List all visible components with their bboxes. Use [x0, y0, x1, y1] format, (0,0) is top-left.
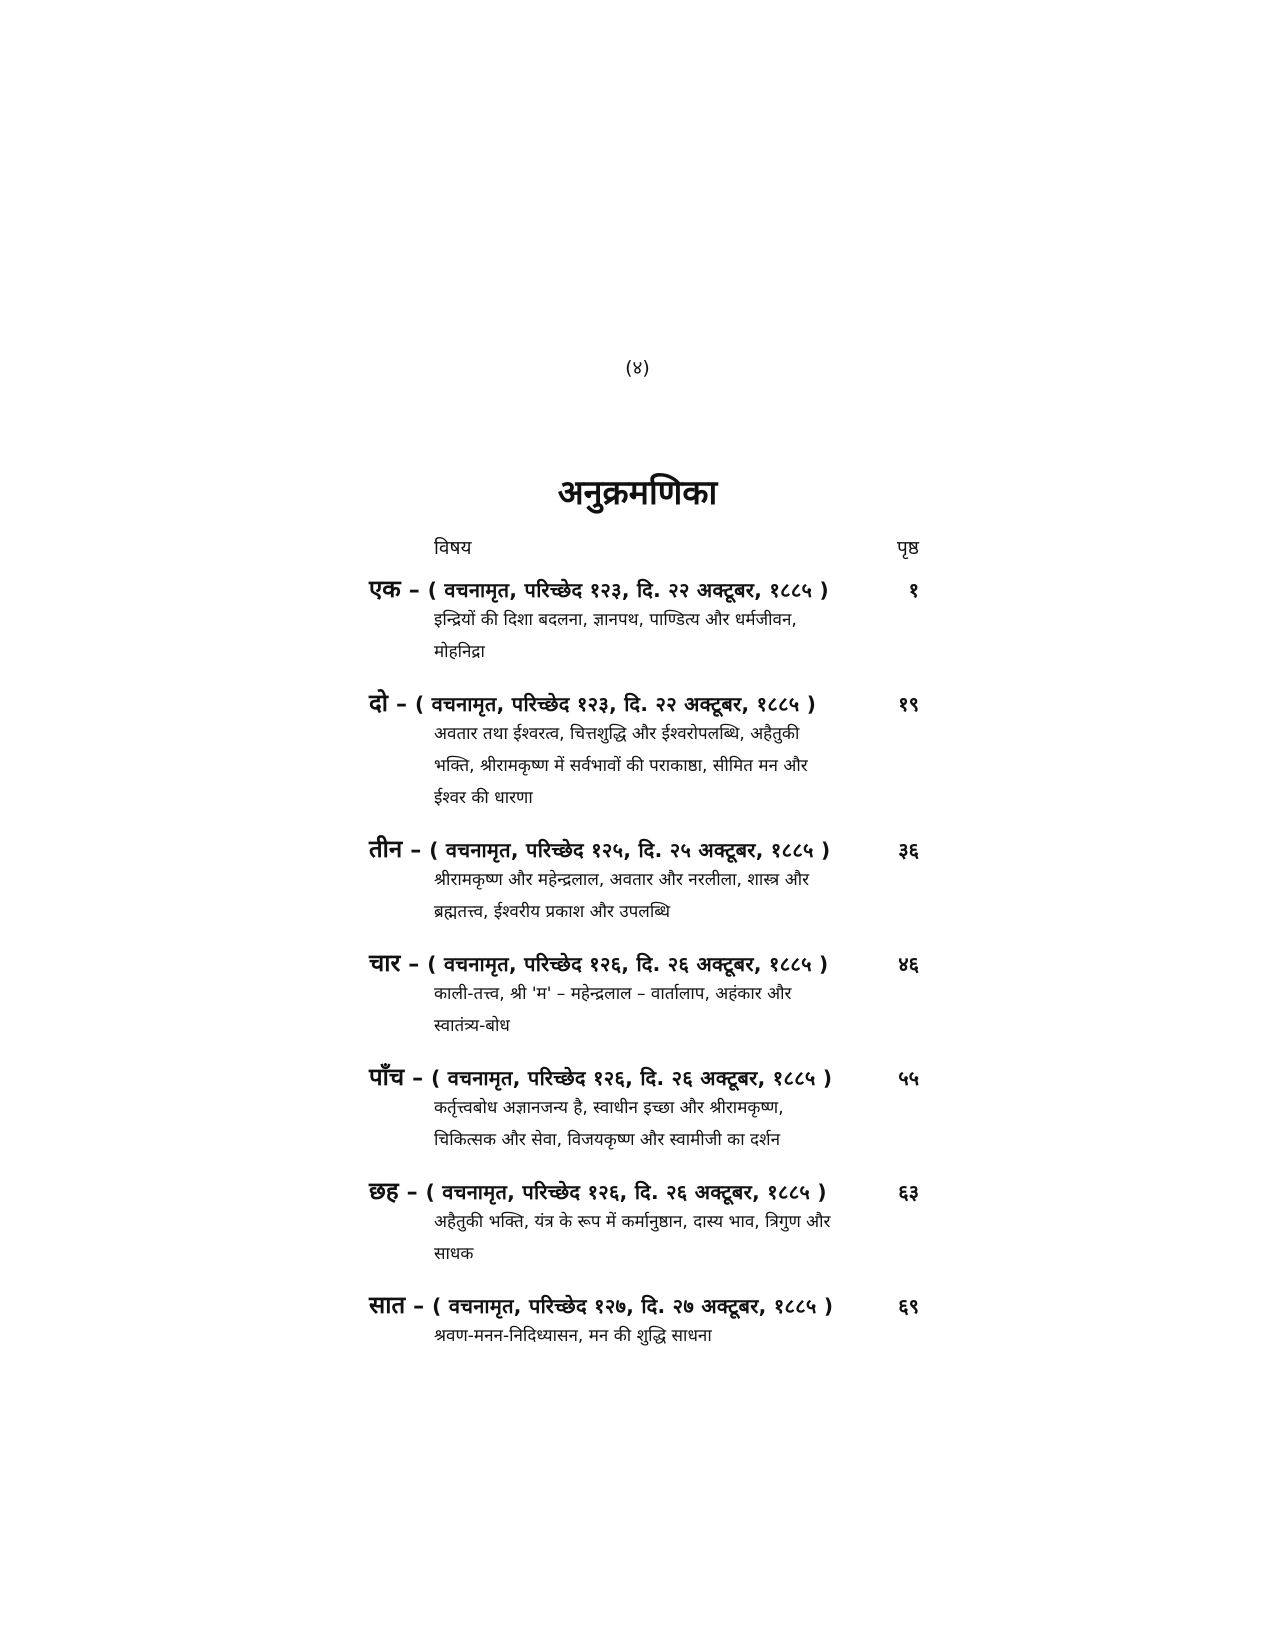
entry-page-number: ६३ — [898, 1180, 919, 1204]
entry-dash: – — [406, 1180, 418, 1205]
entry-reference: ( वचनामृत, परिच्छेद १२७, दि. २७ अक्टूबर, १८८५ ) — [432, 1294, 834, 1318]
entry-dash: – — [412, 1066, 424, 1091]
entry-dash: – — [413, 1294, 425, 1319]
entry-page-number: ४६ — [898, 952, 919, 976]
toc-entry-3 — [369, 834, 919, 928]
toc-entry-6 — [369, 1176, 919, 1270]
entry-reference: ( वचनामृत, परिच्छेद १२६, दि. २६ अक्टूबर, १८८५ ) — [431, 1066, 833, 1090]
entry-dash: – — [408, 578, 420, 603]
entry-description: अवतार तथा ईश्वरत्व, चित्तशुद्धि और ईश्वरोपलब्धि, अहैतुकी भक्ति, श्रीरामकृष्ण में सर्वभावों की पराकाष्ठा, सीमित मन और ईश्वर की धारणा — [434, 724, 808, 808]
entry-number: एक — [369, 575, 401, 603]
toc-entry-7 — [369, 1290, 919, 1352]
entry-description: अहैतुकी भक्ति, यंत्र के रूप में कर्मानुष्ठान, दास्य भाव, त्रिगुण और साधक — [434, 1212, 831, 1264]
toc-entry-4 — [369, 948, 919, 1042]
entry-reference: ( वचनामृत, परिच्छेद १२६, दि. २६ अक्टूबर, १८८५ ) — [425, 1180, 827, 1204]
entry-description: श्रवण-मनन-निदिध्यासन, मन की शुद्धि साधना — [434, 1326, 712, 1346]
entry-reference: ( वचनामृत, परिच्छेद १२६, दि. २६ अक्टूबर, १८८५ ) — [427, 952, 829, 976]
entry-description: इन्द्रियों की दिशा बदलना, ज्ञानपथ, पाण्डित्य और धर्मजीवन, मोहनिद्रा — [434, 610, 797, 662]
entry-page-number: ६९ — [898, 1294, 919, 1318]
entry-page-number: ३६ — [898, 838, 919, 862]
entry-number: सात — [369, 1291, 406, 1319]
page-title: अनुक्रमणिका — [557, 473, 718, 513]
table-of-contents — [369, 574, 919, 1372]
column-header-page: पृष्ठ — [897, 537, 919, 559]
entry-number: पाँच — [369, 1063, 405, 1091]
entry-description: काली-तत्त्व, श्री 'म' – महेन्द्रलाल – वार्तालाप, अहंकार और स्वातंत्र्य-बोध — [434, 984, 792, 1036]
entry-number: तीन — [369, 835, 403, 863]
entry-number: छह — [369, 1177, 399, 1205]
toc-entry-2 — [369, 688, 919, 814]
page-number: (४) — [625, 357, 650, 379]
entry-dash: – — [408, 952, 420, 977]
entry-reference: ( वचनामृत, परिच्छेद १२३, दि. २२ अक्टूबर, १८८५ ) — [414, 692, 817, 716]
entry-dash: – — [410, 838, 422, 863]
column-header-subject: विषय — [434, 537, 472, 559]
toc-entry-5 — [369, 1062, 919, 1156]
entry-number: दो — [369, 689, 388, 717]
entry-page-number: १ — [908, 578, 919, 602]
entry-page-number: ५५ — [898, 1066, 919, 1090]
entry-description: श्रीरामकृष्ण और महेन्द्रलाल, अवतार और नरलीला, शास्त्र और ब्रह्मतत्त्व, ईश्वरीय प्रकाश और उपलब्धि — [434, 870, 810, 922]
entry-page-number: १९ — [898, 692, 919, 716]
entry-reference: ( वचनामृत, परिच्छेद १२३, दि. २२ अक्टूबर, १८८५ ) — [427, 578, 829, 602]
entry-number: चार — [369, 949, 401, 977]
entry-dash: – — [395, 692, 407, 717]
entry-description: कर्तृत्त्वबोध अज्ञानजन्य है, स्वाधीन इच्छा और श्रीरामकृष्ण, चिकित्सक और सेवा, विजयकृष्ण और स्वामीजी का दर्शन — [434, 1098, 784, 1150]
entry-reference: ( वचनामृत, परिच्छेद १२५, दि. २५ अक्टूबर, १८८५ ) — [429, 838, 831, 862]
toc-entry-1 — [369, 574, 919, 668]
